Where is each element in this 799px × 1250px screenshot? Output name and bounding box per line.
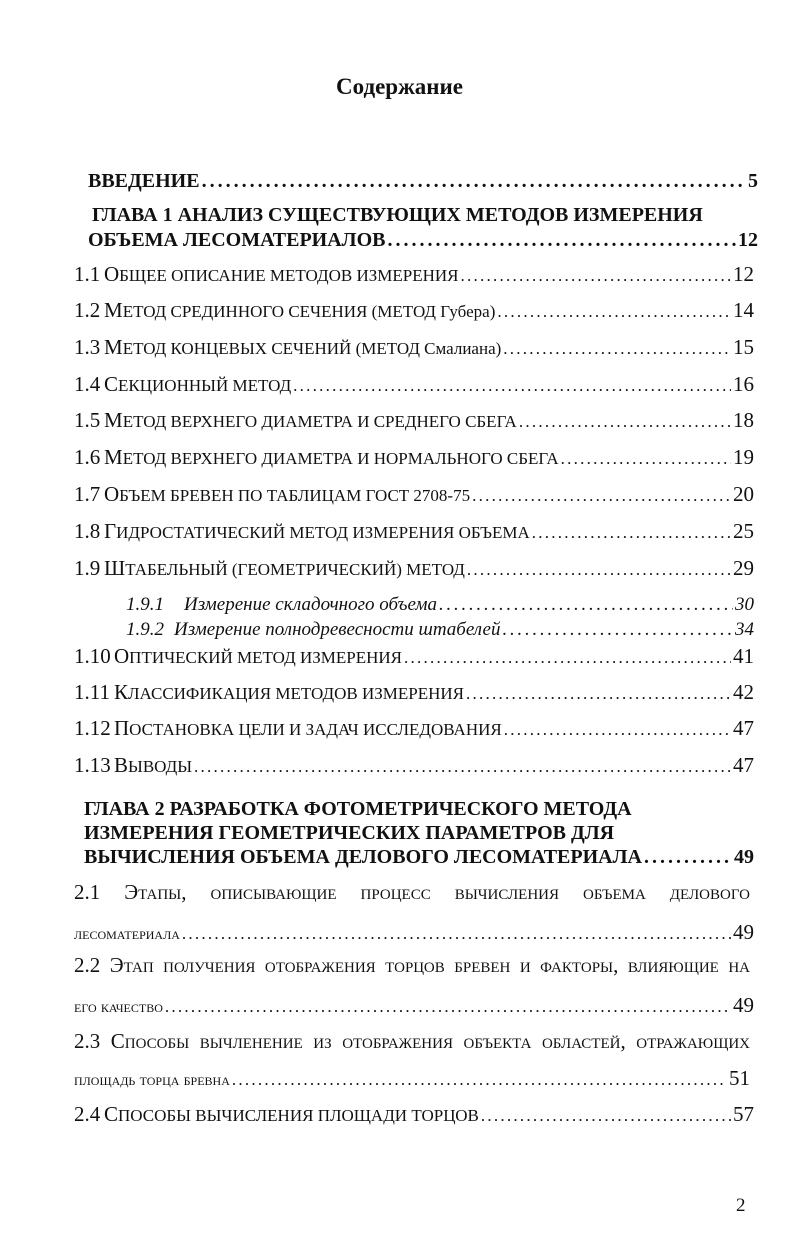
section-number: 1.4	[74, 372, 101, 396]
leader-dots	[497, 302, 731, 322]
section-word: описывающие	[210, 880, 337, 904]
leader-dots	[232, 1070, 727, 1090]
toc-section-2-1-line2[interactable]	[74, 920, 754, 945]
section-page: 51	[729, 1066, 750, 1090]
toc-section-1-7[interactable]	[74, 482, 754, 507]
section-initial: Ш	[104, 556, 126, 580]
section-initial: М	[104, 298, 123, 322]
toc-section-2-4[interactable]	[74, 1102, 754, 1127]
section-initial: В	[114, 753, 129, 777]
section-number: 2.4	[74, 1102, 101, 1126]
leader-dots	[466, 684, 731, 704]
toc-intro[interactable]	[88, 170, 758, 193]
section-word: объекта	[463, 1029, 532, 1053]
section-initial: М	[104, 445, 123, 469]
section-word: отражающих	[636, 1029, 750, 1053]
toc-chapter-2-line2[interactable]: ИЗМЕРЕНИЯ ГЕОМЕТРИЧЕСКИХ ПАРАМЕТРОВ ДЛЯ	[84, 822, 615, 844]
leader-dots	[182, 924, 731, 944]
section-word: Способы	[110, 1029, 190, 1053]
toc-chapter-1-line1[interactable]: ГЛАВА 1 АНАЛИЗ СУЩЕСТВУЮЩИХ МЕТОДОВ ИЗМЕРЕНИЯ	[92, 204, 703, 226]
section-page: 47	[733, 716, 754, 740]
section-word: из	[313, 1029, 332, 1053]
toc-chapter-2-page: 49	[734, 846, 754, 868]
toc-section-1-4[interactable]	[74, 372, 754, 397]
leader-dots	[202, 170, 746, 193]
toc-section-1-2[interactable]	[74, 298, 754, 323]
toc-section-1-12[interactable]	[74, 716, 754, 741]
section-initial: О	[104, 262, 120, 286]
section-page: 57	[733, 1102, 754, 1126]
toc-section-1-11[interactable]	[74, 680, 754, 705]
section-page: 16	[733, 372, 754, 396]
section-title-continued: лесоматериала	[74, 924, 180, 943]
section-number: 1.8	[74, 519, 101, 543]
section-number: 1.7	[74, 482, 101, 506]
toc-subsection-1-9-1[interactable]	[126, 594, 754, 616]
leader-dots	[481, 1106, 731, 1126]
section-number: 1.11	[74, 680, 110, 704]
leader-dots	[503, 339, 731, 359]
leader-dots	[472, 486, 731, 506]
section-title: ЕТОД СРЕДИННОГО СЕЧЕНИЯ (МЕТОД Губера)	[122, 302, 496, 321]
toc-section-1-5[interactable]	[74, 408, 754, 433]
section-word: процесс	[360, 880, 431, 904]
toc-chapter-2[interactable]	[84, 846, 754, 869]
section-page: 49	[733, 993, 754, 1017]
section-title-continued: площадь торца бревна	[74, 1070, 230, 1089]
section-word: отображения	[264, 953, 376, 977]
section-number: 1.12	[74, 716, 111, 740]
toc-section-1-8[interactable]	[74, 519, 754, 544]
toc-intro-label: ВВЕДЕНИЕ	[88, 170, 200, 192]
section-initial: К	[114, 680, 129, 704]
page-title: Содержание	[336, 74, 463, 99]
section-number: 1.9	[74, 556, 101, 580]
section-page: 47	[733, 753, 754, 777]
section-number: 1.2	[74, 298, 101, 322]
toc-section-1-3[interactable]	[74, 335, 754, 360]
subsection-page: 30	[735, 594, 754, 615]
section-title: ИДРОСТАТИЧЕСКИЙ МЕТОД ИЗМЕРЕНИЯ ОБЪЕМА	[116, 523, 530, 542]
leader-dots	[404, 648, 731, 668]
section-title: ТАБЕЛЬНЫЙ (ГЕОМЕТРИЧЕСКИЙ) МЕТОД	[125, 560, 465, 579]
toc-section-2-3-line1[interactable]	[74, 1029, 750, 1054]
section-page: 25	[733, 519, 754, 543]
toc-chapter-2-line1[interactable]: ГЛАВА 2 РАЗРАБОТКА ФОТОМЕТРИЧЕСКОГО МЕТОДА	[84, 798, 632, 820]
toc-chapter-2-line3: ВЫЧИСЛЕНИЯ ОБЪЕМА ДЕЛОВОГО ЛЕСОМАТЕРИАЛА	[84, 846, 642, 868]
leader-dots	[519, 412, 731, 432]
toc-section-1-6[interactable]	[74, 445, 754, 470]
section-initial: М	[104, 408, 123, 432]
toc-intro-page: 5	[748, 170, 758, 192]
section-title: БЩЕЕ ОПИСАНИЕ МЕТОДОВ ИЗМЕРЕНИЯ	[119, 266, 459, 285]
toc-chapter-1-page: 12	[738, 229, 758, 251]
section-number: 1.6	[74, 445, 101, 469]
toc-section-2-2-line1[interactable]	[74, 953, 750, 978]
subsection-number: 1.9.2	[126, 619, 164, 640]
toc-section-1-1[interactable]	[74, 262, 754, 287]
section-page: 29	[733, 556, 754, 580]
leader-dots	[439, 594, 733, 616]
section-initial: П	[114, 716, 130, 740]
section-word: объема	[583, 880, 646, 904]
subsection-number: 1.9.1	[126, 594, 164, 615]
section-title: ОСТАНОВКА ЦЕЛИ И ЗАДАЧ ИССЛЕДОВАНИЯ	[129, 720, 502, 739]
section-word: Этап	[109, 953, 154, 977]
toc-section-1-13[interactable]	[74, 753, 754, 778]
section-page: 42	[733, 680, 754, 704]
leader-dots	[165, 997, 731, 1017]
subsection-title: Измерение складочного объема	[184, 594, 438, 615]
section-initial: С	[104, 372, 119, 396]
section-title-continued: его качество	[74, 997, 163, 1016]
leader-dots	[293, 376, 731, 396]
section-word: факторы,	[540, 953, 619, 977]
section-page: 18	[733, 408, 754, 432]
toc-section-2-1-line1[interactable]	[74, 880, 750, 905]
section-word: вычисления	[454, 880, 560, 904]
section-page: 49	[733, 920, 754, 944]
toc-section-1-9[interactable]	[74, 556, 754, 581]
leader-dots	[504, 720, 731, 740]
section-title: ЕТОД ВЕРХНЕГО ДИАМЕТРА И НОРМАЛЬНОГО СБЕГА	[122, 449, 559, 468]
section-number: 1.10	[74, 644, 111, 668]
section-title: ПОСОБЫ ВЫЧИСЛЕНИЯ ПЛОЩАДИ ТОРЦОВ	[118, 1106, 479, 1125]
subsection-title: Измерение полнодревесности штабелей	[174, 619, 501, 640]
section-title: БЪЕМ БРЕВЕН ПО ТАБЛИЦАМ ГОСТ 2708-75	[119, 486, 471, 505]
leader-dots	[467, 560, 731, 580]
section-title: ЫВОДЫ	[128, 757, 193, 776]
leader-dots	[532, 523, 731, 543]
section-initial: О	[114, 644, 130, 668]
section-page: 20	[733, 482, 754, 506]
section-number: 2.3	[74, 1029, 101, 1053]
leader-dots	[460, 266, 731, 286]
leader-dots	[644, 846, 732, 869]
section-title: ЕТОД ВЕРХНЕГО ДИАМЕТРА И СРЕДНЕГО СБЕГА	[122, 412, 517, 431]
section-number: 2.2	[74, 953, 101, 977]
section-title: ЕКЦИОННЫЙ МЕТОД	[118, 376, 292, 395]
section-word: вычленение	[199, 1029, 303, 1053]
toc-subsection-1-9-2[interactable]	[126, 619, 754, 641]
section-title: ЛАССИФИКАЦИЯ МЕТОДОВ ИЗМЕРЕНИЯ	[128, 684, 464, 703]
leader-dots	[387, 229, 736, 252]
section-word: бревен	[454, 953, 511, 977]
toc-section-1-10[interactable]	[74, 644, 754, 669]
leader-dots	[503, 619, 734, 641]
section-word: и	[519, 953, 531, 977]
section-page: 19	[733, 445, 754, 469]
toc-chapter-1[interactable]	[88, 229, 758, 252]
toc-chapter-1-line2: ОБЪЕМА ЛЕСОМАТЕРИАЛОВ	[88, 229, 386, 251]
section-word: на	[728, 953, 750, 977]
section-number: 1.3	[74, 335, 101, 359]
section-initial: С	[104, 1102, 119, 1126]
page-number: 2	[736, 1195, 746, 1216]
section-word: областей,	[541, 1029, 626, 1053]
section-page: 14	[733, 298, 754, 322]
section-number: 1.1	[74, 262, 101, 286]
section-word: Этапы,	[124, 880, 187, 904]
section-page: 12	[733, 262, 754, 286]
section-page: 41	[733, 644, 754, 668]
leader-dots	[194, 757, 731, 777]
section-number: 2.1	[74, 880, 101, 904]
section-word: отображения	[342, 1029, 453, 1053]
section-page: 15	[733, 335, 754, 359]
section-word: торцов	[385, 953, 445, 977]
section-number: 1.5	[74, 408, 101, 432]
section-word: получения	[163, 953, 256, 977]
section-word: делового	[669, 880, 750, 904]
section-word: влияющие	[627, 953, 719, 977]
toc-section-2-3-line2[interactable]	[74, 1066, 750, 1091]
section-title: ЕТОД КОНЦЕВЫХ СЕЧЕНИЙ (МЕТОД Смалиана)	[122, 339, 502, 358]
subsection-page: 34	[735, 619, 754, 640]
section-number: 1.13	[74, 753, 111, 777]
toc-section-2-2-line2[interactable]	[74, 993, 754, 1018]
section-initial: М	[104, 335, 123, 359]
section-title: ПТИЧЕСКИЙ МЕТОД ИЗМЕРЕНИЯ	[129, 648, 402, 667]
leader-dots	[561, 449, 731, 469]
section-initial: О	[104, 482, 120, 506]
section-initial: Г	[104, 519, 117, 543]
